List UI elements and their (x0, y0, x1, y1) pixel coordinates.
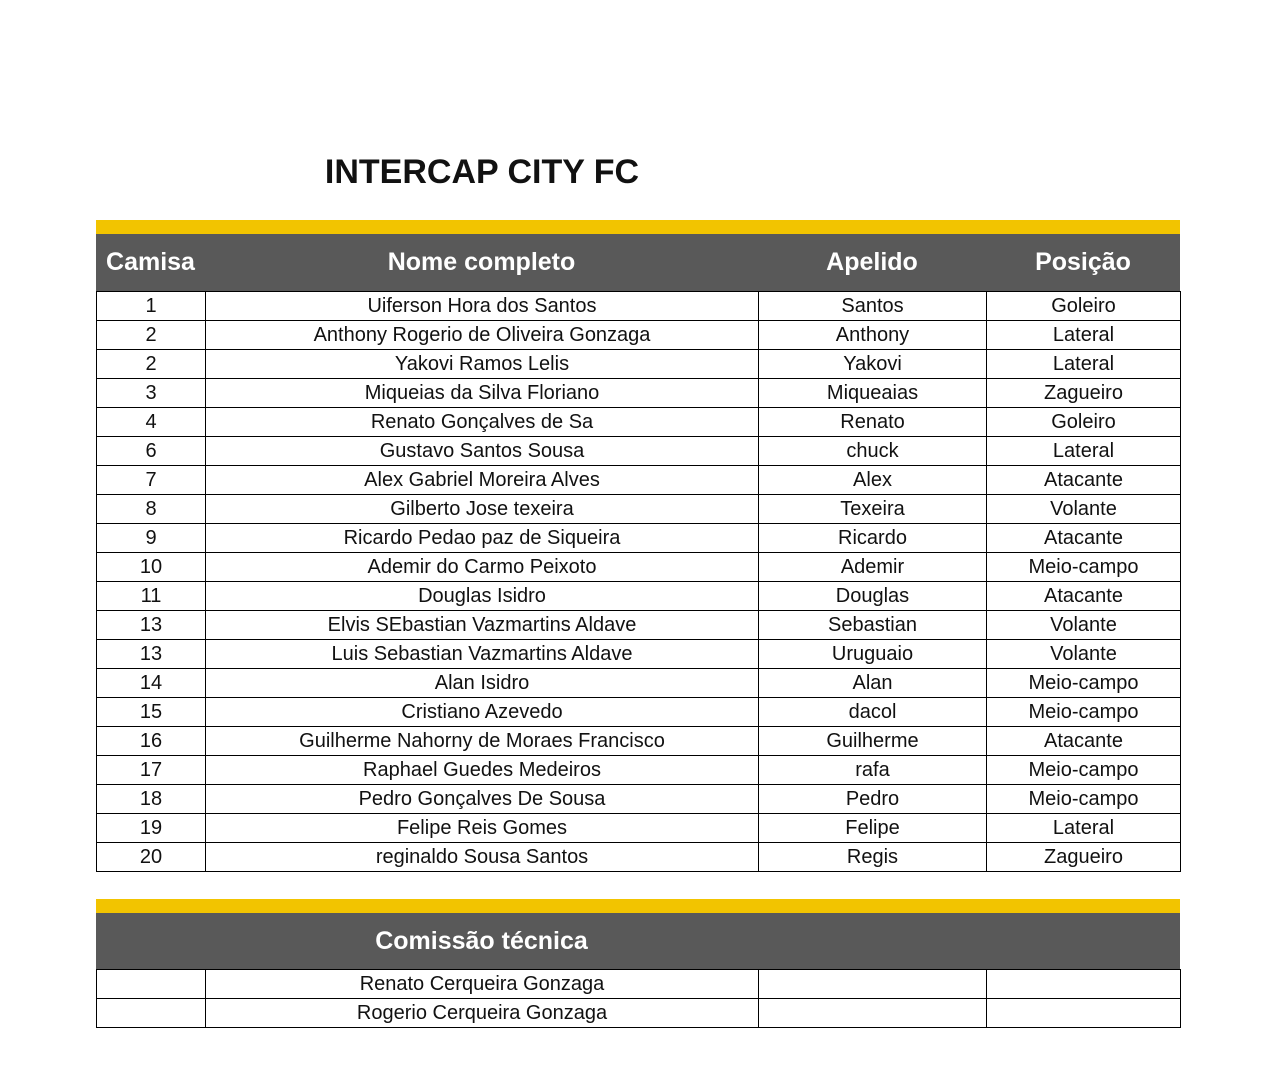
cell-apelido: Alex (759, 466, 987, 495)
cell-nome: Douglas Isidro (206, 582, 759, 611)
header-apelido: Apelido (826, 248, 918, 276)
cell-posicao: Goleiro (987, 292, 1181, 321)
table-row (97, 843, 1181, 872)
cell-nome: Rogerio Cerqueira Gonzaga (206, 999, 759, 1028)
cell-camisa (97, 999, 206, 1028)
cell-apelido: Ricardo (759, 524, 987, 553)
cell-nome: Ricardo Pedao paz de Siqueira (206, 524, 759, 553)
table-row (97, 640, 1181, 669)
cell-nome: Ademir do Carmo Peixoto (206, 553, 759, 582)
cell-nome: Miqueias da Silva Floriano (206, 379, 759, 408)
cell-apelido: Texeira (759, 495, 987, 524)
table-row (97, 292, 1181, 321)
cell-posicao: Meio-campo (987, 669, 1181, 698)
cell-posicao (987, 999, 1181, 1028)
staff-title: Comissão técnica (375, 927, 588, 955)
table-row (97, 379, 1181, 408)
table-row (97, 999, 1181, 1028)
cell-apelido: Santos (759, 292, 987, 321)
cell-posicao: Atacante (987, 727, 1181, 756)
cell-posicao: Meio-campo (987, 553, 1181, 582)
cell-posicao: Meio-campo (987, 756, 1181, 785)
table-row (97, 495, 1181, 524)
cell-apelido: Guilherme (759, 727, 987, 756)
table-row (97, 698, 1181, 727)
cell-camisa: 16 (97, 727, 206, 756)
table-row (97, 970, 1181, 999)
cell-apelido: Ademir (759, 553, 987, 582)
cell-camisa: 13 (97, 640, 206, 669)
cell-camisa: 11 (97, 582, 206, 611)
cell-nome: Renato Gonçalves de Sa (206, 408, 759, 437)
table-row (97, 785, 1181, 814)
roster-table (96, 291, 1181, 872)
table-row (97, 669, 1181, 698)
cell-posicao: Lateral (987, 321, 1181, 350)
cell-apelido: chuck (759, 437, 987, 466)
table-row (97, 756, 1181, 785)
table-row (97, 814, 1181, 843)
cell-camisa: 17 (97, 756, 206, 785)
cell-posicao: Volante (987, 611, 1181, 640)
staff-header (96, 913, 1180, 970)
table-row (97, 553, 1181, 582)
cell-camisa (97, 970, 206, 999)
table-row (97, 437, 1181, 466)
table-row (97, 321, 1181, 350)
cell-apelido (759, 970, 987, 999)
cell-camisa: 14 (97, 669, 206, 698)
table-row (97, 466, 1181, 495)
cell-nome: Pedro Gonçalves De Sousa (206, 785, 759, 814)
staff-table (96, 969, 1181, 1028)
table-row (97, 350, 1181, 379)
table-row (97, 408, 1181, 437)
staff-accent-bar (96, 899, 1180, 913)
cell-camisa: 3 (97, 379, 206, 408)
cell-posicao: Zagueiro (987, 379, 1181, 408)
roster-header (96, 234, 1180, 291)
cell-posicao: Goleiro (987, 408, 1181, 437)
cell-apelido: Yakovi (759, 350, 987, 379)
cell-nome: Anthony Rogerio de Oliveira Gonzaga (206, 321, 759, 350)
cell-apelido: dacol (759, 698, 987, 727)
cell-apelido: Felipe (759, 814, 987, 843)
cell-nome: Luis Sebastian Vazmartins Aldave (206, 640, 759, 669)
cell-nome: Guilherme Nahorny de Moraes Francisco (206, 727, 759, 756)
cell-camisa: 2 (97, 321, 206, 350)
cell-apelido: Anthony (759, 321, 987, 350)
cell-posicao: Zagueiro (987, 843, 1181, 872)
cell-posicao: Lateral (987, 350, 1181, 379)
cell-nome: Yakovi Ramos Lelis (206, 350, 759, 379)
cell-camisa: 4 (97, 408, 206, 437)
cell-posicao: Volante (987, 640, 1181, 669)
cell-posicao: Atacante (987, 582, 1181, 611)
cell-nome: Cristiano Azevedo (206, 698, 759, 727)
cell-apelido: Alan (759, 669, 987, 698)
table-row (97, 727, 1181, 756)
cell-camisa: 13 (97, 611, 206, 640)
table-row (97, 524, 1181, 553)
cell-nome: Uiferson Hora dos Santos (206, 292, 759, 321)
cell-camisa: 18 (97, 785, 206, 814)
cell-nome: Elvis SEbastian Vazmartins Aldave (206, 611, 759, 640)
cell-apelido: Renato (759, 408, 987, 437)
cell-nome: Gilberto Jose texeira (206, 495, 759, 524)
cell-posicao: Lateral (987, 437, 1181, 466)
cell-posicao: Lateral (987, 814, 1181, 843)
cell-apelido (759, 999, 987, 1028)
cell-apelido: Miqueaias (759, 379, 987, 408)
cell-camisa: 10 (97, 553, 206, 582)
cell-camisa: 15 (97, 698, 206, 727)
cell-apelido: Pedro (759, 785, 987, 814)
header-posicao: Posição (1035, 248, 1131, 276)
cell-camisa: 20 (97, 843, 206, 872)
cell-posicao (987, 970, 1181, 999)
cell-nome: Raphael Guedes Medeiros (206, 756, 759, 785)
cell-nome: Renato Cerqueira Gonzaga (206, 970, 759, 999)
cell-apelido: rafa (759, 756, 987, 785)
cell-camisa: 7 (97, 466, 206, 495)
cell-posicao: Volante (987, 495, 1181, 524)
cell-camisa: 1 (97, 292, 206, 321)
cell-posicao: Meio-campo (987, 698, 1181, 727)
cell-nome: Felipe Reis Gomes (206, 814, 759, 843)
cell-nome: reginaldo Sousa Santos (206, 843, 759, 872)
cell-posicao: Atacante (987, 524, 1181, 553)
team-title: INTERCAP CITY FC (324, 153, 640, 191)
cell-posicao: Atacante (987, 466, 1181, 495)
cell-apelido: Sebastian (759, 611, 987, 640)
cell-apelido: Regis (759, 843, 987, 872)
cell-apelido: Douglas (759, 582, 987, 611)
table-row (97, 582, 1181, 611)
cell-camisa: 19 (97, 814, 206, 843)
cell-posicao: Meio-campo (987, 785, 1181, 814)
cell-camisa: 9 (97, 524, 206, 553)
header-camisa: Camisa (106, 248, 195, 276)
table-row (97, 611, 1181, 640)
cell-nome: Gustavo Santos Sousa (206, 437, 759, 466)
header-nome-completo: Nome completo (387, 248, 576, 276)
cell-camisa: 8 (97, 495, 206, 524)
cell-camisa: 6 (97, 437, 206, 466)
cell-nome: Alan Isidro (206, 669, 759, 698)
roster-accent-bar (96, 220, 1180, 234)
cell-apelido: Uruguaio (759, 640, 987, 669)
cell-nome: Alex Gabriel Moreira Alves (206, 466, 759, 495)
cell-camisa: 2 (97, 350, 206, 379)
